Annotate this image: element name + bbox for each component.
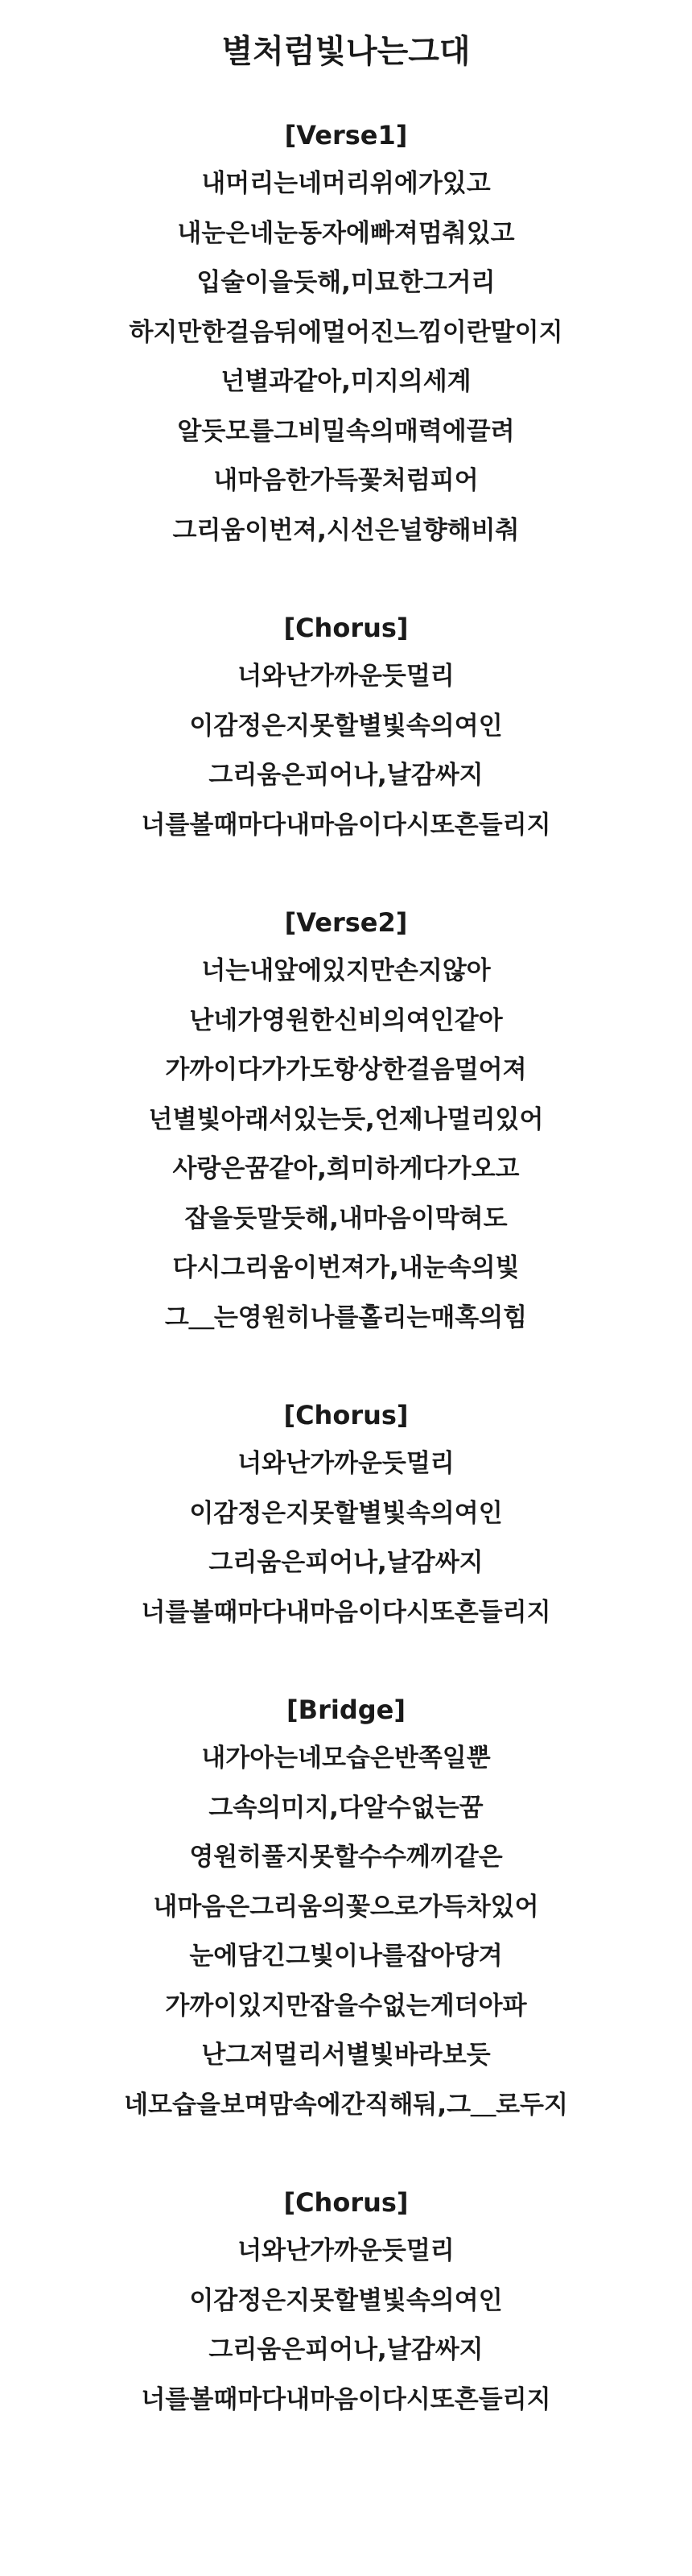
lyric-line: 너와난가까운듯멀리: [237, 662, 455, 691]
lyrics-body: [0, 111, 692, 2425]
lyric-line: 사랑은꿈같아,희미하게다가오고: [172, 1154, 520, 1183]
lyric-line: 내가아는네모습은반쪽일뿐: [201, 1744, 491, 1773]
lyric-line: 난네가영원한신비의여인같아: [189, 1005, 503, 1035]
section-label: [Chorus]: [283, 1400, 409, 1430]
lyric-line: 입술이을듯해,미묘한그거리: [196, 268, 496, 297]
lyric-line: 넌별과같아,미지의세계: [220, 367, 472, 396]
lyric-line: 내마음한가득꽃처럼피어: [213, 466, 479, 495]
lyric-line: 잡을듯말듯해,내마음이막혀도: [184, 1203, 508, 1233]
lyrics-section: [0, 1686, 692, 2130]
lyrics-section: [0, 1391, 692, 1637]
lyric-line: 가까이다가가도항상한걸음멀어져: [165, 1055, 527, 1084]
lyric-line: 내눈은네눈동자에빠져멈춰있고: [177, 218, 515, 248]
lyric-line: 그리움은피어나,날감싸지: [208, 2335, 484, 2364]
lyric-line: 너와난가까운듯멀리: [237, 1449, 455, 1478]
lyric-line: 그속의미지,다알수없는꿈: [208, 1793, 484, 1823]
section-label: [Verse1]: [284, 120, 408, 151]
section-label: [Chorus]: [283, 613, 409, 643]
section-label: [Verse2]: [284, 907, 408, 938]
lyric-line: 내머리는네머리위에가있고: [201, 169, 491, 198]
lyric-line: 너와난가까운듯멀리: [237, 2236, 455, 2265]
lyric-line: 그리움이번져,시선은널향해비춰: [172, 515, 520, 545]
lyric-line: 이감정은지못할별빛속의여인: [189, 711, 503, 741]
section-label: [Chorus]: [283, 2187, 409, 2218]
lyric-line: 넌별빛아래서있는듯,언제나멀리있어: [148, 1104, 544, 1134]
lyric-line: 영원히풀지못할수수께끼같은: [189, 1843, 503, 1872]
lyric-line: 이감정은지못할별빛속의여인: [189, 1498, 503, 1528]
lyric-line: 그리움은피어나,날감싸지: [208, 761, 484, 790]
lyric-line: 알듯모를그비밀속의매력에끌려: [177, 416, 515, 446]
lyric-line: 이감정은지못할별빛속의여인: [189, 2285, 503, 2315]
lyric-line: 너는내앞에있지만손지않아: [201, 956, 491, 985]
section-label: [Bridge]: [286, 1695, 406, 1725]
lyrics-section: [0, 2178, 692, 2425]
lyrics-section: [0, 604, 692, 850]
song-title: 별처럼빛나는그대: [221, 33, 471, 70]
lyric-line: 그＿는영원히나를홀리는매혹의힘: [164, 1302, 528, 1332]
lyric-line: 너를볼때마다내마음이다시또흔들리지: [141, 810, 551, 840]
lyric-line: 네모습을보며맘속에간직해둬,그＿로두지: [124, 2090, 568, 2120]
lyrics-section: [0, 111, 692, 555]
lyric-line: 하지만한걸음뒤에멀어진느낌이란말이지: [129, 317, 563, 347]
lyric-line: 너를볼때마다내마음이다시또흔들리지: [141, 2384, 551, 2414]
lyric-line: 그리움은피어나,날감싸지: [208, 1548, 484, 1577]
lyrics-section: [0, 898, 692, 1343]
lyric-line: 내마음은그리움의꽃으로가득차있어: [153, 1892, 539, 1922]
lyric-line: 너를볼때마다내마음이다시또흔들리지: [141, 1597, 551, 1627]
lyric-line: 난그저멀리서별빛바라보듯: [201, 2041, 491, 2070]
lyric-line: 가까이있지만잡을수없는게더아파: [165, 1991, 527, 2021]
lyric-line: 다시그리움이번져가,내눈속의빛: [172, 1253, 520, 1282]
lyric-line: 눈에담긴그빛이나를잡아당겨: [189, 1942, 503, 1971]
